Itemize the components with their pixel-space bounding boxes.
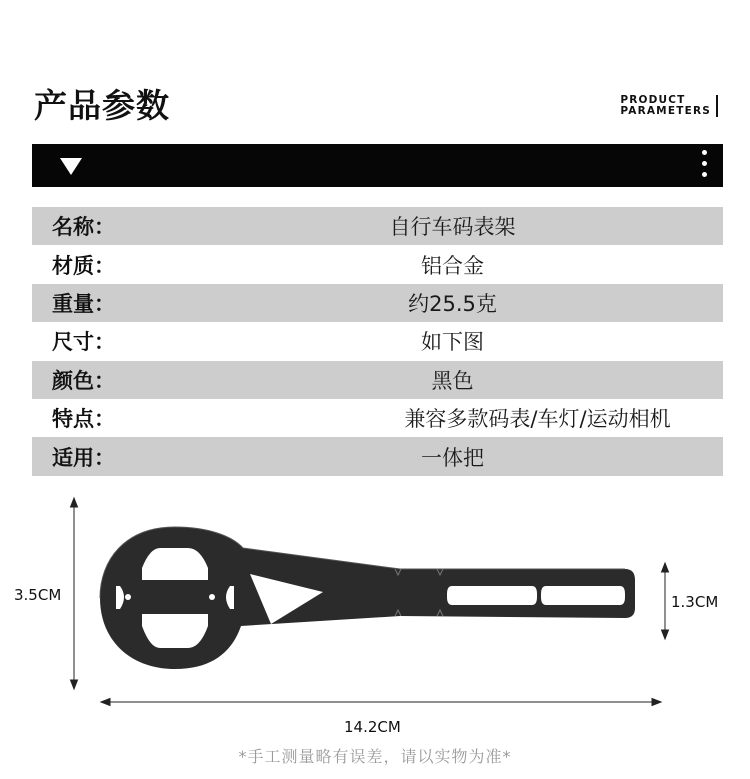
spec-value: 铝合金 [421, 253, 484, 278]
spec-label: 尺寸： [52, 330, 115, 355]
spec-value: 黑色 [431, 368, 474, 393]
spec-label: 名称： [52, 215, 115, 240]
bracket-width-dimension-line [662, 563, 669, 639]
spec-label: 重量： [52, 291, 115, 316]
spec-label: 特点： [52, 407, 115, 432]
page-title: 产品参数 [34, 86, 170, 125]
spec-value: 一体把 [421, 445, 484, 470]
title-en-line1: PRODUCT [620, 94, 686, 106]
spec-value: 约25.5克 [408, 291, 497, 316]
spec-label: 适用： [52, 445, 115, 470]
spec-label: 材质： [52, 253, 115, 278]
spec-label: 颜色： [52, 368, 115, 393]
length-dimension-line [101, 699, 661, 706]
bracket-width-dimension-label: 1.3CM [671, 593, 719, 611]
spec-value: 兼容多款码表/车灯/运动相机 [404, 407, 671, 432]
spec-value: 如下图 [421, 330, 484, 355]
title-en-line2: PARAMETERS [620, 105, 711, 117]
length-dimension-label: 14.2CM [344, 718, 401, 736]
measurement-note: *手工测量略有误差，请以实物为准* [238, 747, 512, 766]
mount-product-image [100, 527, 635, 669]
spec-value: 自行车码表架 [389, 215, 516, 240]
height-dimension-line [71, 498, 78, 689]
height-dimension-label: 3.5CM [14, 586, 62, 604]
